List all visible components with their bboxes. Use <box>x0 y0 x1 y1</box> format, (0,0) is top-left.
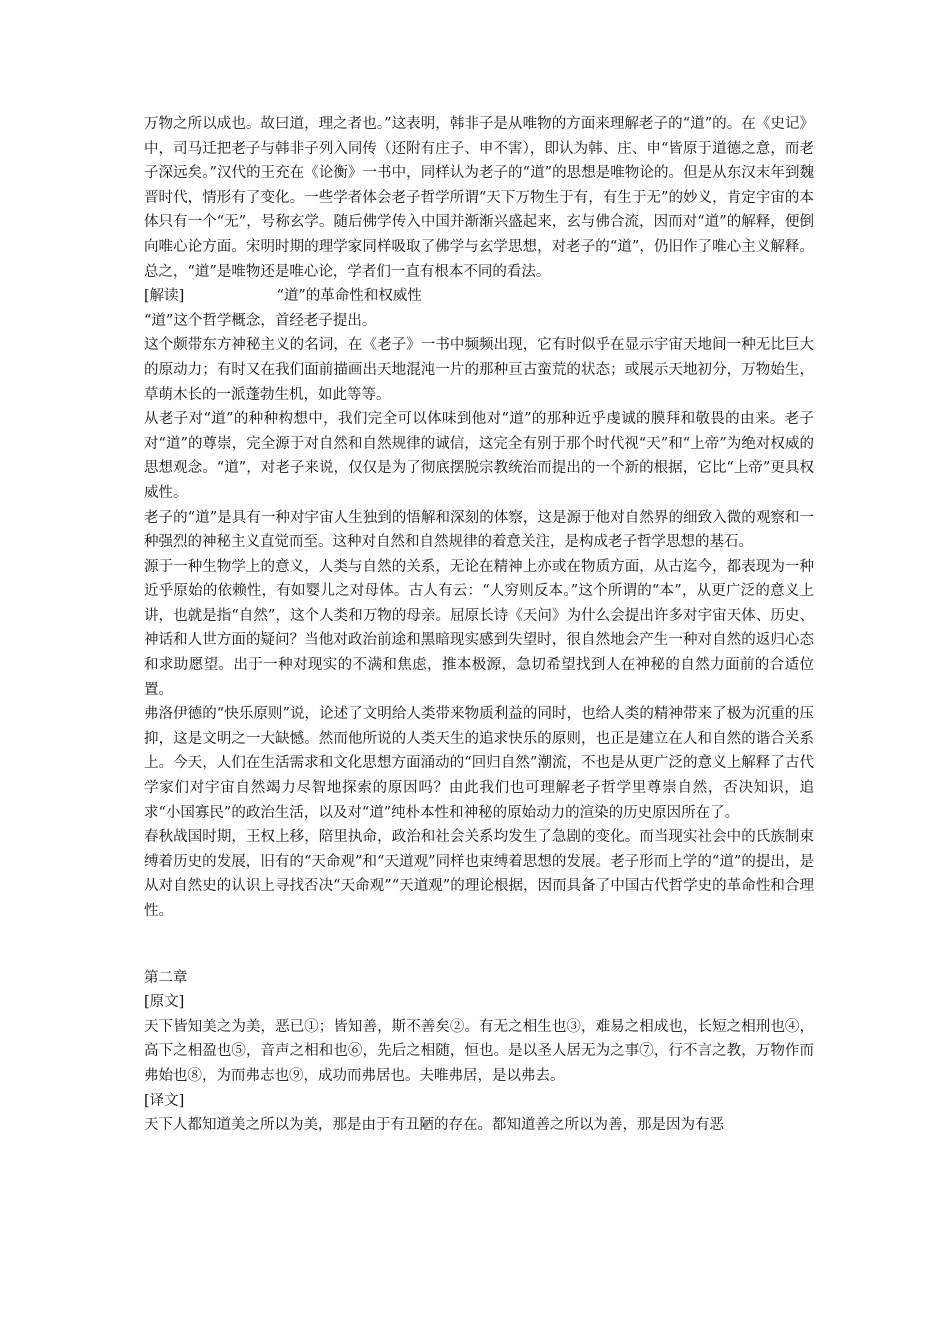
section-gap <box>144 924 814 966</box>
paragraph-dao-concept: “道”这个哲学概念，首经老子提出。 <box>144 312 377 329</box>
paragraph-reverence: 从老子对“道”的种种构想中，我们完全可以体味到他对“道”的那种近乎虔诚的膜拜和敬畏的由来。老子对“道”的尊崇，完全源于对自然和自然规律的诚信，这完全有别于那个时代视“天”和“上帝”为绝对权威的思想观念。“道”，对老子来说，仅仅是为了彻底摆脱宗教统治而提出的一个新的根据，它比“上帝”更具权威性。 <box>144 411 814 501</box>
chapter-heading: 第二章 <box>144 969 188 986</box>
paragraph-mysticism: 这个颇带东方神秘主义的名词，在《老子》一书中频频出现，它有时似乎在显示宇宙天地间一种无比巨大的原动力；有时又在我们面前描画出天地混沌一片的那种亘古蛮荒的状态；或展示天地初分，万物始生，草萌木长的一派蓬勃生机，如此等等。 <box>144 337 814 403</box>
paragraph-original-text: 天下皆知美之为美，恶已①；皆知善，斯不善矣②。有无之相生也③，难易之相成也，长短之相刑也④，高下之相盈也⑤，音声之相和也⑥，先后之相随，恒也。是以圣人居无为之事⑦，行不言之教，万物作而弗始也⑧，为而弗志也⑨，成功而弗居也。夫唯弗居，是以弗去。 <box>144 1018 814 1084</box>
yuanwen-label: [原文] <box>144 994 185 1011</box>
paragraph-warring-states: 春秋战国时期，王权上移，陪里执命，政治和社会关系均发生了急剧的变化。而当现实社会中的氏族制束缚着历史的发展，旧有的“天命观”和“天道观”同样也束缚着思想的发展。老子形而上学的“道”的提出，是从对自然史的认识上寻找否决“天命观”“天道观”的理论根据，因而具备了中国古代哲学史的革命性和合理性。 <box>144 829 814 919</box>
document-page <box>144 112 814 1138</box>
paragraph-han-feizi-dao: 万物之所以成也。故曰道，理之者也。”这表明，韩非子是从唯物的方面来理解老子的“道”的。在《史记》中，司马迁把老子与韩非子列入同传（还附有庄子、申不害），即认为韩、庄、申“皆原于道德之意，而老子深远矣。”汉代的王充在《论衡》一书中，同样认为老子的“道”的思想是唯物论的。但是从东汉末年到魏晋时代，情形有了变化。一些学者体会老子哲学所谓“天下万物生于有，有生于无”的妙义，肯定宇宙的本体只有一个“无”，号称玄学。随后佛学传入中国并渐渐兴盛起来，玄与佛合流，因而对“道”的解释，便倒向唯心论方面。宋明时期的理学家同样吸取了佛学与玄学思想，对老子的“道”，仍旧作了唯心主义解释。总之，“道”是唯物还是唯心论，学者们一直有根本不同的看法。 <box>144 116 814 280</box>
paragraph-insight: 老子的“道”是具有一种对宇宙人生独到的悟解和深刻的体察，这是源于他对自然界的细致入微的观察和一种强烈的神秘主义直觉而至。这种对自然和自然规律的着意关注，是构成老子哲学思想的基石。 <box>144 509 814 551</box>
paragraph-translation: 天下人都知道美之所以为美，那是由于有丑陋的存在。都知道善之所以为善，那是因为有恶 <box>144 1117 724 1134</box>
paragraph-freud: 弗洛伊德的“快乐原则”说，论述了文明给人类带来物质利益的同时，也给人类的精神带来了极为沉重的压抑，这是文明之一大缺憾。然而他所说的人类天生的追求快乐的原则，也正是建立在人和自然的谐合关系上。今天，人们在生活需求和文化思想方面涌动的“回归自然”潮流，不也是从更广泛的意义上解释了古代学家们对宇宙自然竭力尽智地探索的原因吗？由此我们也可理解老子哲学里尊崇自然，否决知识，追求“小国寡民”的政治生活，以及对“道”纯朴本性和神秘的原始动力的渲染的历史原因所在了。 <box>144 706 814 821</box>
yiwen-label: [译文] <box>144 1092 185 1109</box>
jiedu-label: [解读] <box>144 288 185 305</box>
paragraph-nature-relation: 源于一种生物学上的意义，人类与自然的关系，无论在精神上亦或在物质方面，从古迄今，都表现为一种近乎原始的依赖性，有如婴儿之对母体。古人有云：“人穷则反本。”这个所谓的“本”，从更广泛的意义上讲，也就是指“自然”，这个人类和万物的母亲。屈原长诗《天问》为什么会提出许多对宇宙天体、历史、神话和人世方面的疑问？当他对政治前途和黑暗现实感到失望时，很自然地会产生一种对自然的返归心态和求助愿望。出于一种对现实的不满和焦虑，推本极源，急切希望找到人在神秘的自然力面前的合适位置。 <box>144 558 814 698</box>
jiedu-heading <box>144 284 814 309</box>
jiedu-title: “道”的革命性和权威性 <box>276 288 422 305</box>
